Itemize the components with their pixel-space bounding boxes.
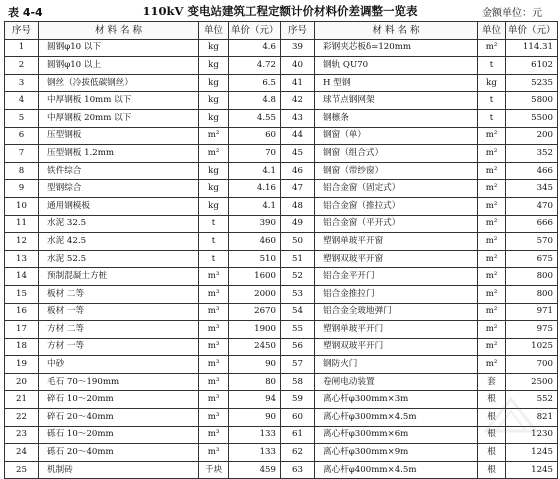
unit-cell: m² [478,338,506,356]
material-name-cell: 中砂 [39,356,199,374]
table-row [5,391,558,409]
material-name-cell: 毛石 70～190mm [39,373,199,391]
unit-price-cell: 90 [229,356,281,374]
material-name-cell: 预制混凝土方桩 [39,268,199,286]
material-name-cell: 铝合金窗（推拉式） [315,197,478,215]
table-row [5,180,558,198]
unit-price-cell: 821 [506,409,558,427]
material-name-cell: 砾石 10～20mm [39,426,199,444]
unit-price-cell: 1245 [506,444,558,462]
seq-cell: 11 [5,215,39,233]
material-name-cell: 铝合金推拉门 [315,285,478,303]
unit-cell: m³ [199,391,229,409]
seq-cell: 55 [281,321,315,339]
table-row [5,92,558,110]
col-header-material-name-2: 材 料 名 称 [315,22,478,40]
unit-price-cell: 1230 [506,426,558,444]
unit-price-cell: 80 [229,373,281,391]
unit-price-cell: 2500 [506,373,558,391]
unit-cell: m³ [199,373,229,391]
unit-cell: m² [478,39,506,57]
material-name-cell: 水泥 32.5 [39,215,199,233]
material-name-cell: 钢窗（带纱窗） [315,162,478,180]
material-price-table [4,21,558,479]
unit-cell: 套 [478,373,506,391]
seq-cell: 19 [5,356,39,374]
table-row [5,321,558,339]
material-name-cell: 钢窗（组合式） [315,145,478,163]
material-name-cell: 碎石 10～20mm [39,391,199,409]
material-name-cell: 圆钢φ10 以下 [39,39,199,57]
table-row [5,356,558,374]
material-name-cell: 压型钢板 [39,127,199,145]
unit-cell: m³ [199,268,229,286]
material-name-cell: 砾石 20～40mm [39,444,199,462]
unit-cell: m² [478,215,506,233]
unit-price-cell: 971 [506,303,558,321]
table-row [5,215,558,233]
unit-cell: t [478,109,506,127]
material-name-cell: 机制砖 [39,461,199,479]
material-name-cell: 塑钢双玻平开窗 [315,250,478,268]
unit-cell: m² [478,268,506,286]
table-row [5,285,558,303]
unit-price-cell: 675 [506,250,558,268]
seq-cell: 14 [5,268,39,286]
material-name-cell: 离心杆φ300mm×3m [315,391,478,409]
unit-cell: kg [199,109,229,127]
seq-cell: 44 [281,127,315,145]
unit-price-cell: 1900 [229,321,281,339]
table-row [5,197,558,215]
material-name-cell: 离心杆φ300mm×9m [315,444,478,462]
seq-cell: 63 [281,461,315,479]
unit-price-cell: 5235 [506,74,558,92]
material-name-cell: 离心杆φ300mm×4.5m [315,409,478,427]
unit-price-cell: 94 [229,391,281,409]
watermark-logo [476,391,546,441]
unit-price-cell: 459 [229,461,281,479]
unit-cell: t [478,57,506,75]
table-row [5,39,558,57]
unit-price-cell: 4.16 [229,180,281,198]
unit-cell: m³ [199,321,229,339]
unit-cell: m² [478,233,506,251]
material-name-cell: 彩钢夹芯板δ=120mm [315,39,478,57]
seq-cell: 62 [281,444,315,462]
seq-cell: 24 [5,444,39,462]
unit-price-cell: 60 [229,127,281,145]
material-name-cell: 铁件综合 [39,162,199,180]
unit-cell: 根 [478,409,506,427]
material-name-cell: H 型钢 [315,74,478,92]
material-name-cell: 卷闸电动装置 [315,373,478,391]
unit-cell: m² [478,162,506,180]
unit-price-cell: 4.55 [229,109,281,127]
seq-cell: 18 [5,338,39,356]
unit-cell: 根 [478,444,506,462]
unit-cell: m³ [199,409,229,427]
seq-cell: 6 [5,127,39,145]
unit-price-cell: 1025 [506,338,558,356]
table-row [5,338,558,356]
material-name-cell: 铝合金窗（固定式） [315,180,478,198]
seq-cell: 1 [5,39,39,57]
material-name-cell: 压型钢板 1.2mm [39,145,199,163]
unit-cell: kg [199,180,229,198]
col-header-unit-price: 单价（元） [229,22,281,40]
unit-price-cell: 800 [506,285,558,303]
material-name-cell: 钢丝（冷拔低碳钢丝） [39,74,199,92]
table-row [5,303,558,321]
unit-price-cell: 700 [506,356,558,374]
unit-price-cell: 570 [506,233,558,251]
material-name-cell: 铝合金窗（平开式） [315,215,478,233]
material-name-cell: 中厚钢板 20mm 以下 [39,109,199,127]
material-name-cell: 球节点钢网架 [315,92,478,110]
table-number: 表 4-4 [8,6,43,19]
seq-cell: 8 [5,162,39,180]
unit-cell: m³ [199,285,229,303]
material-name-cell: 钢窗（单） [315,127,478,145]
currency-unit-note: 金额单位：元 [482,8,542,19]
seq-cell: 45 [281,145,315,163]
table-row [5,233,558,251]
unit-cell: m² [478,356,506,374]
unit-price-cell: 1600 [229,268,281,286]
seq-cell: 22 [5,409,39,427]
seq-cell: 60 [281,409,315,427]
seq-cell: 21 [5,391,39,409]
unit-cell: kg [478,74,506,92]
material-name-cell: 铝合金平开门 [315,268,478,286]
unit-price-cell: 1245 [506,461,558,479]
seq-cell: 13 [5,250,39,268]
unit-price-cell: 114.31 [506,39,558,57]
unit-price-cell: 470 [506,197,558,215]
unit-cell: m³ [199,356,229,374]
col-header-seq-2: 序号 [281,22,315,40]
unit-price-cell: 466 [506,162,558,180]
material-name-cell: 圆钢φ10 以上 [39,57,199,75]
seq-cell: 7 [5,145,39,163]
table-row [5,250,558,268]
unit-cell: kg [199,39,229,57]
unit-price-cell: 133 [229,444,281,462]
material-name-cell: 型钢综合 [39,180,199,198]
unit-cell: m² [478,250,506,268]
table-row [5,268,558,286]
seq-cell: 52 [281,268,315,286]
table-row [5,145,558,163]
seq-cell: 56 [281,338,315,356]
seq-cell: 3 [5,74,39,92]
seq-cell: 15 [5,285,39,303]
unit-cell: kg [199,92,229,110]
col-header-material-name: 材 料 名 称 [39,22,199,40]
material-name-cell: 方材 一等 [39,338,199,356]
unit-cell: kg [199,162,229,180]
unit-cell: m² [478,321,506,339]
table-row [5,409,558,427]
seq-cell: 61 [281,426,315,444]
unit-price-cell: 460 [229,233,281,251]
unit-cell: 根 [478,461,506,479]
seq-cell: 58 [281,373,315,391]
unit-cell: m³ [199,444,229,462]
unit-cell: t [199,215,229,233]
col-header-seq: 序号 [5,22,39,40]
unit-price-cell: 352 [506,145,558,163]
unit-cell: m² [199,127,229,145]
unit-price-cell: 5800 [506,92,558,110]
unit-price-cell: 70 [229,145,281,163]
seq-cell: 53 [281,285,315,303]
table-header [0,0,560,20]
unit-cell: t [199,250,229,268]
seq-cell: 59 [281,391,315,409]
unit-price-cell: 345 [506,180,558,198]
unit-price-cell: 666 [506,215,558,233]
unit-price-cell: 390 [229,215,281,233]
seq-cell: 12 [5,233,39,251]
unit-price-cell: 4.1 [229,197,281,215]
material-name-cell: 板材 一等 [39,303,199,321]
material-name-cell: 水泥 52.5 [39,250,199,268]
material-name-cell: 钢防火门 [315,356,478,374]
table-row [5,57,558,75]
seq-cell: 42 [281,92,315,110]
unit-cell: m² [199,145,229,163]
material-name-cell: 塑钢双玻平开门 [315,338,478,356]
unit-cell: kg [199,74,229,92]
material-name-cell: 钢檩条 [315,109,478,127]
unit-cell: m³ [199,338,229,356]
unit-price-cell: 133 [229,426,281,444]
unit-cell: m² [478,180,506,198]
unit-cell: 根 [478,391,506,409]
material-name-cell: 中厚钢板 10mm 以下 [39,92,199,110]
material-name-cell: 塑钢单玻平开门 [315,321,478,339]
seq-cell: 2 [5,57,39,75]
unit-cell: kg [199,197,229,215]
unit-price-cell: 510 [229,250,281,268]
table-row [5,461,558,479]
unit-cell: t [199,233,229,251]
material-name-cell: 水泥 42.5 [39,233,199,251]
unit-cell: kg [199,57,229,75]
unit-cell: m² [478,285,506,303]
seq-cell: 39 [281,39,315,57]
material-name-cell: 碎石 20～40mm [39,409,199,427]
material-name-cell: 塑钢单玻平开窗 [315,233,478,251]
unit-cell: m² [478,127,506,145]
unit-price-cell: 6.5 [229,74,281,92]
seq-cell: 23 [5,426,39,444]
column-header-row [5,22,558,40]
unit-cell: m³ [199,303,229,321]
material-name-cell: 铝合金全玻地弹门 [315,303,478,321]
seq-cell: 10 [5,197,39,215]
unit-price-cell: 6102 [506,57,558,75]
table-row [5,426,558,444]
seq-cell: 57 [281,356,315,374]
material-name-cell: 板材 二等 [39,285,199,303]
unit-price-cell: 4.8 [229,92,281,110]
table-row [5,74,558,92]
seq-cell: 48 [281,197,315,215]
unit-price-cell: 4.1 [229,162,281,180]
unit-price-cell: 552 [506,391,558,409]
unit-cell: 千块 [199,461,229,479]
seq-cell: 9 [5,180,39,198]
seq-cell: 54 [281,303,315,321]
seq-cell: 46 [281,162,315,180]
unit-price-cell: 2450 [229,338,281,356]
table-row [5,444,558,462]
table-title: 110kV 变电站建筑工程定额计价材料价差调整一览表 [142,4,418,18]
seq-cell: 50 [281,233,315,251]
seq-cell: 25 [5,461,39,479]
unit-price-cell: 975 [506,321,558,339]
seq-cell: 20 [5,373,39,391]
unit-price-cell: 4.6 [229,39,281,57]
unit-price-cell: 800 [506,268,558,286]
table-row [5,373,558,391]
unit-price-cell: 200 [506,127,558,145]
unit-cell: m² [478,197,506,215]
seq-cell: 41 [281,74,315,92]
seq-cell: 43 [281,109,315,127]
table-row [5,162,558,180]
seq-cell: 17 [5,321,39,339]
table-row [5,127,558,145]
seq-cell: 49 [281,215,315,233]
seq-cell: 5 [5,109,39,127]
material-name-cell: 离心杆φ300mm×6m [315,426,478,444]
unit-cell: 根 [478,426,506,444]
material-name-cell: 钢轨 QU70 [315,57,478,75]
unit-price-cell: 4.72 [229,57,281,75]
col-header-unit-2: 单位 [478,22,506,40]
seq-cell: 16 [5,303,39,321]
seq-cell: 47 [281,180,315,198]
col-header-unit: 单位 [199,22,229,40]
unit-price-cell: 2000 [229,285,281,303]
unit-price-cell: 2670 [229,303,281,321]
unit-cell: t [478,92,506,110]
material-name-cell: 离心杆φ400mm×4.5m [315,461,478,479]
seq-cell: 40 [281,57,315,75]
unit-cell: m² [478,303,506,321]
unit-cell: m³ [199,426,229,444]
table-row [5,109,558,127]
material-name-cell: 方材 二等 [39,321,199,339]
unit-cell: m² [478,145,506,163]
seq-cell: 4 [5,92,39,110]
unit-price-cell: 5500 [506,109,558,127]
unit-price-cell: 90 [229,409,281,427]
col-header-unit-price-2: 单价（元） [506,22,558,40]
seq-cell: 51 [281,250,315,268]
material-name-cell: 通用钢模板 [39,197,199,215]
